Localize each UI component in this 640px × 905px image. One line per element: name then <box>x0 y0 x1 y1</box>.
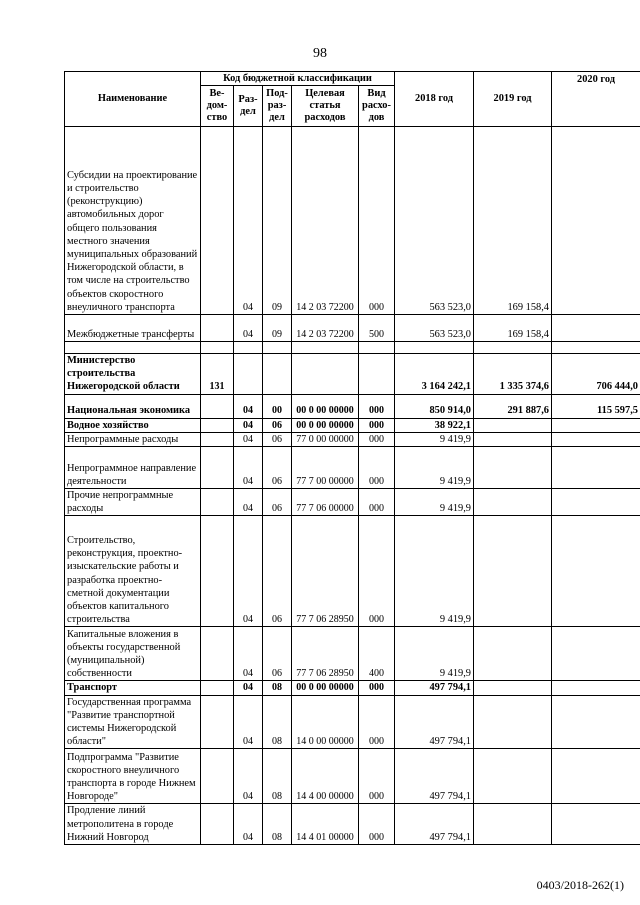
cell-vid: 000 <box>359 695 395 749</box>
table-row <box>65 804 640 845</box>
cell-vid <box>359 342 395 354</box>
cell-vid: 000 <box>359 432 395 446</box>
cell-vid: 000 <box>359 489 395 516</box>
header-vid: Вид расхо- дов <box>359 86 395 127</box>
cell-target: 77 7 06 28950 <box>292 627 359 681</box>
cell-y2020 <box>552 804 640 845</box>
cell-target: 77 7 06 00000 <box>292 489 359 516</box>
cell-razdel: 04 <box>234 127 263 315</box>
header-2020: 2020 год <box>552 72 640 127</box>
table-row <box>65 418 640 432</box>
cell-razdel <box>234 342 263 354</box>
cell-y2019 <box>474 418 552 432</box>
cell-target: 77 7 06 28950 <box>292 516 359 627</box>
cell-vid: 500 <box>359 315 395 342</box>
table-row <box>65 695 640 749</box>
cell-vid: 400 <box>359 627 395 681</box>
cell-y2019 <box>474 627 552 681</box>
table-row <box>65 489 640 516</box>
cell-y2020 <box>552 127 640 315</box>
cell-ved <box>201 627 234 681</box>
cell-podrazdel: 08 <box>263 804 292 845</box>
cell-y2018: 38 922,1 <box>395 418 474 432</box>
cell-podrazdel: 06 <box>263 432 292 446</box>
cell-name: Строительство, реконструкция, проектно-изыскательские работы и разработка проектно-сметной документации объектов капитального строительства <box>65 516 201 627</box>
cell-y2019 <box>474 489 552 516</box>
table-row <box>65 749 640 804</box>
cell-name: Непрограммное направление деятельности <box>65 447 201 489</box>
cell-target <box>292 342 359 354</box>
cell-target: 14 4 01 00000 <box>292 804 359 845</box>
cell-podrazdel: 08 <box>263 681 292 695</box>
cell-y2019 <box>474 695 552 749</box>
cell-vid: 000 <box>359 749 395 804</box>
cell-ved <box>201 127 234 315</box>
cell-y2019: 1 335 374,6 <box>474 354 552 395</box>
cell-target: 00 0 00 00000 <box>292 681 359 695</box>
cell-podrazdel: 06 <box>263 489 292 516</box>
cell-y2018: 3 164 242,1 <box>395 354 474 395</box>
cell-target: 00 0 00 00000 <box>292 418 359 432</box>
cell-name: Водное хозяйство <box>65 418 201 432</box>
header-razdel: Раз- дел <box>234 86 263 127</box>
table-row <box>65 681 640 695</box>
cell-y2019 <box>474 681 552 695</box>
cell-target: 14 4 00 00000 <box>292 749 359 804</box>
cell-y2018 <box>395 342 474 354</box>
cell-podrazdel: 00 <box>263 394 292 418</box>
cell-y2019 <box>474 516 552 627</box>
budget-table <box>64 71 640 845</box>
cell-target: 00 0 00 00000 <box>292 394 359 418</box>
cell-ved <box>201 432 234 446</box>
cell-y2019: 291 887,6 <box>474 394 552 418</box>
cell-target <box>292 354 359 395</box>
cell-ved <box>201 749 234 804</box>
header-2018: 2018 год <box>395 72 474 127</box>
cell-y2018: 9 419,9 <box>395 432 474 446</box>
cell-ved <box>201 342 234 354</box>
cell-y2018: 497 794,1 <box>395 695 474 749</box>
cell-ved <box>201 447 234 489</box>
cell-name: Государственная программа "Развитие транспортной системы Нижегородской области" <box>65 695 201 749</box>
cell-y2020 <box>552 489 640 516</box>
cell-podrazdel: 08 <box>263 695 292 749</box>
cell-razdel: 04 <box>234 447 263 489</box>
cell-target: 14 2 03 72200 <box>292 315 359 342</box>
cell-name: Национальная экономика <box>65 394 201 418</box>
cell-podrazdel: 06 <box>263 516 292 627</box>
cell-y2018: 850 914,0 <box>395 394 474 418</box>
cell-podrazdel: 09 <box>263 127 292 315</box>
cell-vid: 000 <box>359 394 395 418</box>
cell-y2018: 563 523,0 <box>395 315 474 342</box>
header-vedomstvo: Ве- дом- ство <box>201 86 234 127</box>
cell-razdel: 04 <box>234 489 263 516</box>
cell-y2018: 497 794,1 <box>395 804 474 845</box>
cell-ved <box>201 315 234 342</box>
cell-y2018: 9 419,9 <box>395 627 474 681</box>
page-number: 98 <box>313 46 327 61</box>
cell-vid: 000 <box>359 804 395 845</box>
cell-ved <box>201 681 234 695</box>
table-row <box>65 354 640 395</box>
cell-name: Подпрограмма "Развитие скоростного внеуличного транспорта в городе Нижнем Новгороде" <box>65 749 201 804</box>
cell-podrazdel <box>263 354 292 395</box>
header-code-group: Код бюджетной классификации <box>201 72 395 86</box>
table-row <box>65 432 640 446</box>
cell-name: Субсидии на проектирование и строительство (реконструкцию) автомобильных дорог общего пользования местного значения муниципальных образований Нижегородской области, в том числе на строительство объектов скоростного внеуличного транспорта <box>65 127 201 315</box>
cell-name: Министерство строительства Нижегородской области <box>65 354 201 395</box>
cell-y2020 <box>552 342 640 354</box>
cell-ved: 131 <box>201 354 234 395</box>
cell-razdel: 04 <box>234 516 263 627</box>
table-row <box>65 394 640 418</box>
table-row <box>65 516 640 627</box>
cell-y2020 <box>552 681 640 695</box>
cell-target: 14 2 03 72200 <box>292 127 359 315</box>
cell-y2019 <box>474 432 552 446</box>
cell-razdel: 04 <box>234 627 263 681</box>
cell-vid: 000 <box>359 516 395 627</box>
cell-ved <box>201 804 234 845</box>
cell-target: 14 0 00 00000 <box>292 695 359 749</box>
header-podrazdel: Под- раз- дел <box>263 86 292 127</box>
cell-vid: 000 <box>359 447 395 489</box>
cell-y2020 <box>552 516 640 627</box>
cell-y2020 <box>552 432 640 446</box>
cell-name: Межбюджетные трансферты <box>65 315 201 342</box>
cell-vid: 000 <box>359 418 395 432</box>
cell-razdel: 04 <box>234 804 263 845</box>
cell-y2019 <box>474 749 552 804</box>
cell-name: Транспорт <box>65 681 201 695</box>
cell-y2018: 563 523,0 <box>395 127 474 315</box>
cell-razdel: 04 <box>234 432 263 446</box>
cell-podrazdel: 06 <box>263 627 292 681</box>
cell-y2018: 497 794,1 <box>395 681 474 695</box>
cell-podrazdel: 08 <box>263 749 292 804</box>
cell-name: Капитальные вложения в объекты государственной (муниципальной) собственности <box>65 627 201 681</box>
table-row <box>65 447 640 489</box>
table-row <box>65 315 640 342</box>
cell-y2020 <box>552 315 640 342</box>
cell-y2020 <box>552 627 640 681</box>
cell-razdel: 04 <box>234 695 263 749</box>
cell-ved <box>201 516 234 627</box>
cell-vid: 000 <box>359 681 395 695</box>
cell-vid: 000 <box>359 127 395 315</box>
cell-target: 77 0 00 00000 <box>292 432 359 446</box>
cell-name: Непрограммные расходы <box>65 432 201 446</box>
cell-y2019 <box>474 342 552 354</box>
cell-razdel <box>234 354 263 395</box>
cell-podrazdel: 09 <box>263 315 292 342</box>
cell-y2018: 9 419,9 <box>395 489 474 516</box>
cell-target: 77 7 00 00000 <box>292 447 359 489</box>
cell-y2020: 706 444,0 <box>552 354 640 395</box>
cell-ved <box>201 695 234 749</box>
cell-y2020 <box>552 447 640 489</box>
cell-razdel: 04 <box>234 394 263 418</box>
cell-razdel: 04 <box>234 315 263 342</box>
cell-y2020 <box>552 695 640 749</box>
cell-y2019: 169 158,4 <box>474 315 552 342</box>
cell-vid <box>359 354 395 395</box>
cell-y2018: 9 419,9 <box>395 447 474 489</box>
cell-ved <box>201 418 234 432</box>
cell-y2019: 169 158,4 <box>474 127 552 315</box>
document-number: 0403/2018-262(1) <box>536 878 624 892</box>
header-target: Целевая статья расходов <box>292 86 359 127</box>
table-row <box>65 627 640 681</box>
table-row <box>65 342 640 354</box>
cell-y2018: 497 794,1 <box>395 749 474 804</box>
cell-y2019 <box>474 447 552 489</box>
cell-name: Прочие непрограммные расходы <box>65 489 201 516</box>
cell-razdel: 04 <box>234 681 263 695</box>
header-name: Наименование <box>65 72 201 127</box>
cell-y2020 <box>552 749 640 804</box>
cell-razdel: 04 <box>234 749 263 804</box>
cell-y2019 <box>474 804 552 845</box>
cell-y2020: 115 597,5 <box>552 394 640 418</box>
cell-podrazdel <box>263 342 292 354</box>
cell-razdel: 04 <box>234 418 263 432</box>
header-2019: 2019 год <box>474 72 552 127</box>
cell-y2018: 9 419,9 <box>395 516 474 627</box>
cell-ved <box>201 394 234 418</box>
cell-name: Продление линий метрополитена в городе Нижний Новгород <box>65 804 201 845</box>
table-row <box>65 127 640 315</box>
cell-y2020 <box>552 418 640 432</box>
cell-name <box>65 342 201 354</box>
cell-podrazdel: 06 <box>263 418 292 432</box>
cell-podrazdel: 06 <box>263 447 292 489</box>
cell-ved <box>201 489 234 516</box>
